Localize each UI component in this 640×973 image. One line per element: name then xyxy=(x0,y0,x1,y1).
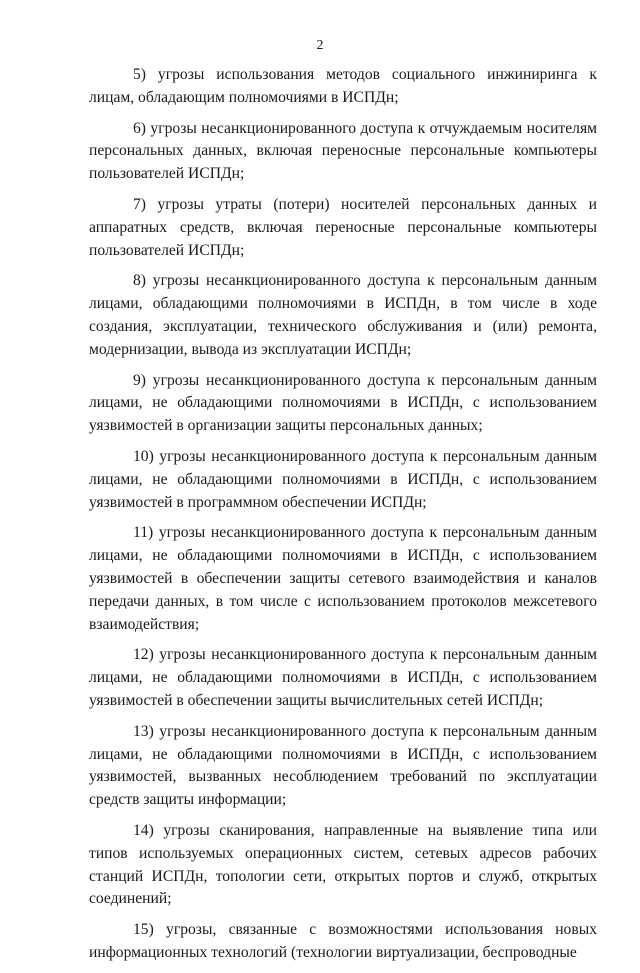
list-item: 14) угрозы сканирования, направленные на выявление типа или типов используемых операционных систем, сетевых адресов рабочих станций ИСПДн, топологии сети, открытых портов и служб, открытых соединений; xyxy=(89,821,597,908)
threat-list xyxy=(89,64,597,973)
list-item: 15) угрозы, связанные с возможностями использования новых информационных технологий (технологии виртуализации, беспроводные xyxy=(89,921,597,961)
page-number: 2 xyxy=(316,38,324,53)
list-item: 6) угрозы несанкционированного доступа к отчуждаемым носителям персональных данных, включая переносные персональные компьютеры пользователей ИСПДн; xyxy=(89,119,597,183)
list-item: 13) угрозы несанкционированного доступа к персональным данным лицами, не обладающими полномочиями в ИСПДн, с использованием уязвимостей, вызванных несоблюдением требований по эксплуатации средств защиты информации; xyxy=(89,722,597,809)
list-item: 11) угрозы несанкционированного доступа к персональным данным лицами, не обладающими полномочиями в ИСПДн, с использованием уязвимостей в обеспечении защиты сетевого взаимодействия и каналов передачи данных, в том числе с использованием протоколов межсетевого взаимодействия; xyxy=(89,524,597,633)
list-item: 7) угрозы утраты (потери) носителей персональных данных и аппаратных средств, включая переносные персональные компьютеры пользователей ИСПДн; xyxy=(89,195,597,259)
list-item: 8) угрозы несанкционированного доступа к персональным данным лицами, обладающими полномочиями в ИСПДн, в том числе в ходе создания, эксплуатации, технического обслуживания и (или) ремонта, модернизации, вывода из эксплуатации ИСПДн; xyxy=(89,272,597,358)
list-item: 5) угрозы использования методов социального инжиниринга к лицам, обладающим полномочиями в ИСПДн; xyxy=(89,66,597,106)
list-item: 10) угрозы несанкционированного доступа к персональным данным лицами, не обладающими полномочиями в ИСПДн, с использованием уязвимостей в программном обеспечении ИСПДн; xyxy=(89,447,597,511)
list-item: 9) угрозы несанкционированного доступа к персональным данным лицами, не обладающими полномочиями в ИСПДн, с использованием уязвимостей в организации защиты персональных данных; xyxy=(89,371,597,435)
list-item: 12) угрозы несанкционированного доступа к персональным данным лицами, не обладающими полномочиями в ИСПДн, с использованием уязвимостей в обеспечении защиты вычислительных сетей ИСПДн; xyxy=(89,646,597,709)
